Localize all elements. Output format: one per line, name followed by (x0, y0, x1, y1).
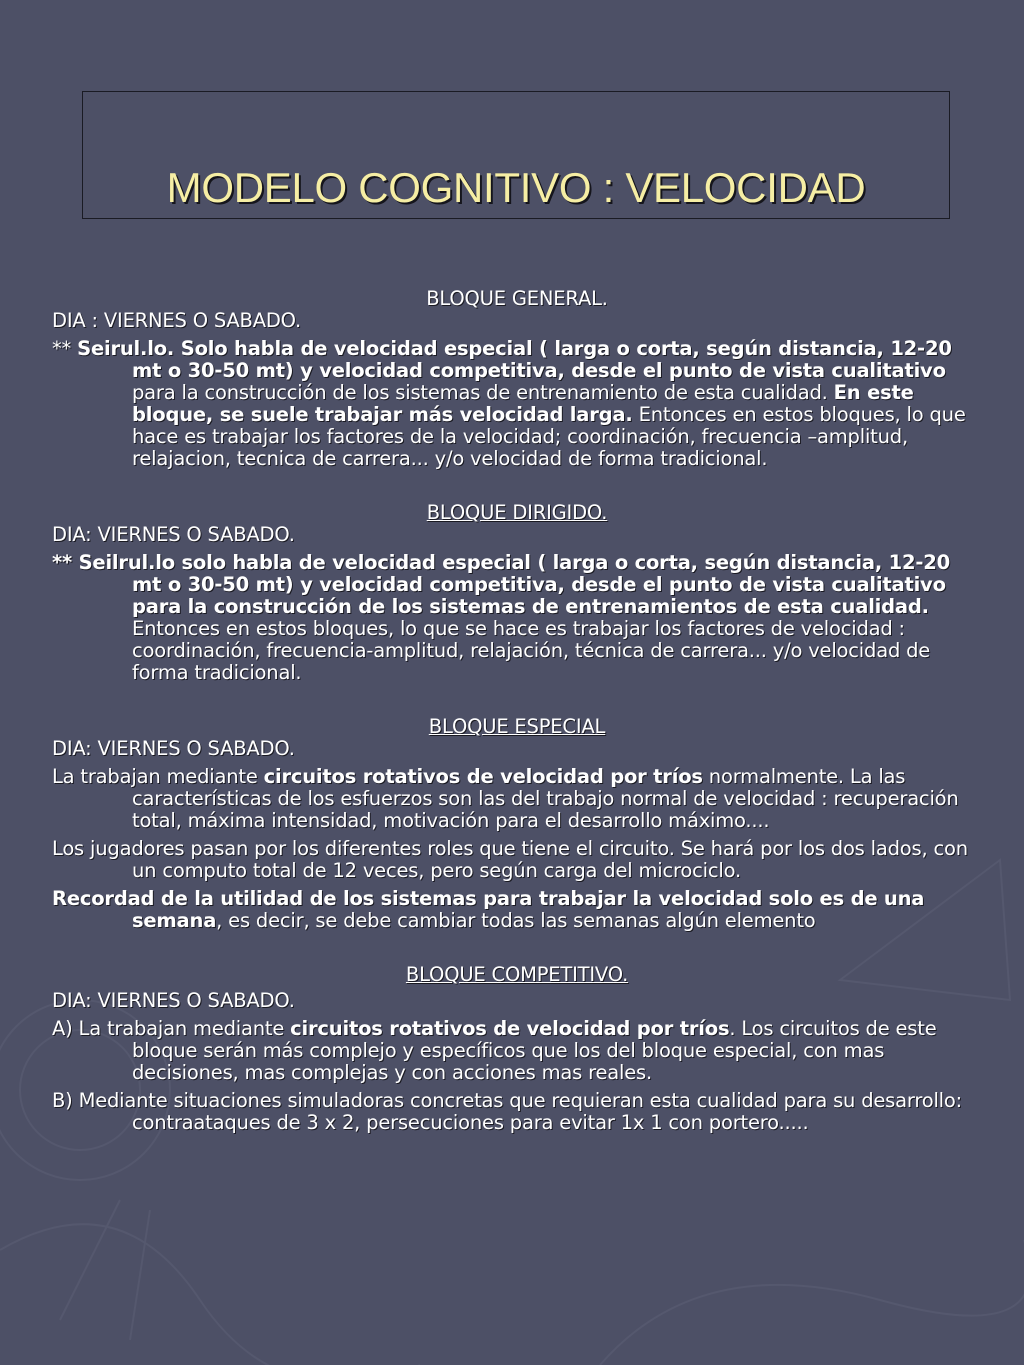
paragraph-prefix: ** (52, 337, 78, 360)
bold-text: circuitos rotativos de velocidad por tríos (263, 765, 703, 788)
paragraph-text: Entonces en estos bloques, lo que hace es trabajar los factores de la velocidad; coordinación, frecuencia –amplitud, relajacion, tecnica de carrera... y/o velocidad de forma tradicional. (132, 403, 966, 470)
day-general: DIA : VIERNES O SABADO. (52, 309, 302, 332)
day-dirigido: DIA: VIERNES O SABADO. (52, 523, 295, 546)
day-competitivo: DIA: VIERNES O SABADO. (52, 989, 295, 1012)
section-heading-dirigido: BLOQUE DIRIGIDO. (426, 501, 608, 524)
day-especial: DIA: VIERNES O SABADO. (52, 737, 295, 760)
content-body (52, 288, 982, 1134)
paragraph-text: . Los circuitos de este bloque serán más complejo y específicos que los del bloque especial, con mas decisiones, mas complejas y con acciones mas reales. (132, 1017, 937, 1084)
paragraph-text: normalmente. La las características de los esfuerzos son las del trabajo normal de velocidad : recuperación total, máxima intensidad, motivación para el desarrollo máximo.... (132, 765, 959, 832)
paragraph-text: para la construcción de los sistemas de entrenamiento de esta cualidad. (132, 381, 834, 404)
bold-text: Seirul.lo. Solo habla de velocidad especial ( larga o corta, según distancia, 12-20 mt o 30-50 mt) y velocidad competitiva, desde el punto de vista cualitativo (77, 337, 952, 382)
section-heading-general: BLOQUE GENERAL. (426, 287, 608, 310)
section-heading-competitivo: BLOQUE COMPETITIVO. (405, 963, 629, 986)
page-title: MODELO COGNITIVO : VELOCIDAD (166, 164, 866, 211)
bold-text: En este bloque, se suele trabajar más velocidad larga. (132, 381, 914, 426)
title-box (82, 91, 950, 219)
paragraph-text: A) La trabajan mediante (52, 1017, 291, 1040)
paragraph-competitivo-b: B) Mediante situaciones simuladoras concretas que requieran esta cualidad para su desarrollo: contraataques de 3 x 2, persecuciones para evitar 1x 1 con portero..... (52, 1089, 963, 1134)
paragraph-especial-3 (52, 888, 982, 932)
paragraph-especial-2: Los jugadores pasan por los diferentes roles que tiene el circuito. Se hará por los dos lados, con un computo total de 12 veces, pero según carga del microciclo. (52, 837, 968, 882)
bold-text: Recordad de la utilidad de los sistemas para trabajar la velocidad solo es de una semana (52, 887, 925, 932)
bold-text: ** Seilrul.lo solo habla de velocidad especial ( larga o corta, según distancia, 12-20 mt o 30-50 mt) y velocidad competitiva, desde el punto de vista cualitativo para la construcción de los sistemas de entrenamientos de esta cualidad. (52, 551, 950, 618)
paragraph-text: La trabajan mediante (52, 765, 264, 788)
paragraph-text: Entonces en estos bloques, lo que se hace es trabajar los factores de velocidad : coordinación, frecuencia-amplitud, relajación, técnica de carrera... y/o velocidad de forma tradicional. (132, 617, 931, 684)
paragraph-dirigido (52, 552, 982, 684)
paragraph-text: , es decir, se debe cambiar todas las semanas algún elemento (216, 909, 816, 932)
paragraph-general (52, 338, 982, 470)
bold-text: circuitos rotativos de velocidad por tríos (290, 1017, 730, 1040)
section-heading-especial: BLOQUE ESPECIAL (428, 715, 606, 738)
paragraph-especial-1 (52, 766, 982, 832)
paragraph-competitivo-a (52, 1018, 982, 1084)
